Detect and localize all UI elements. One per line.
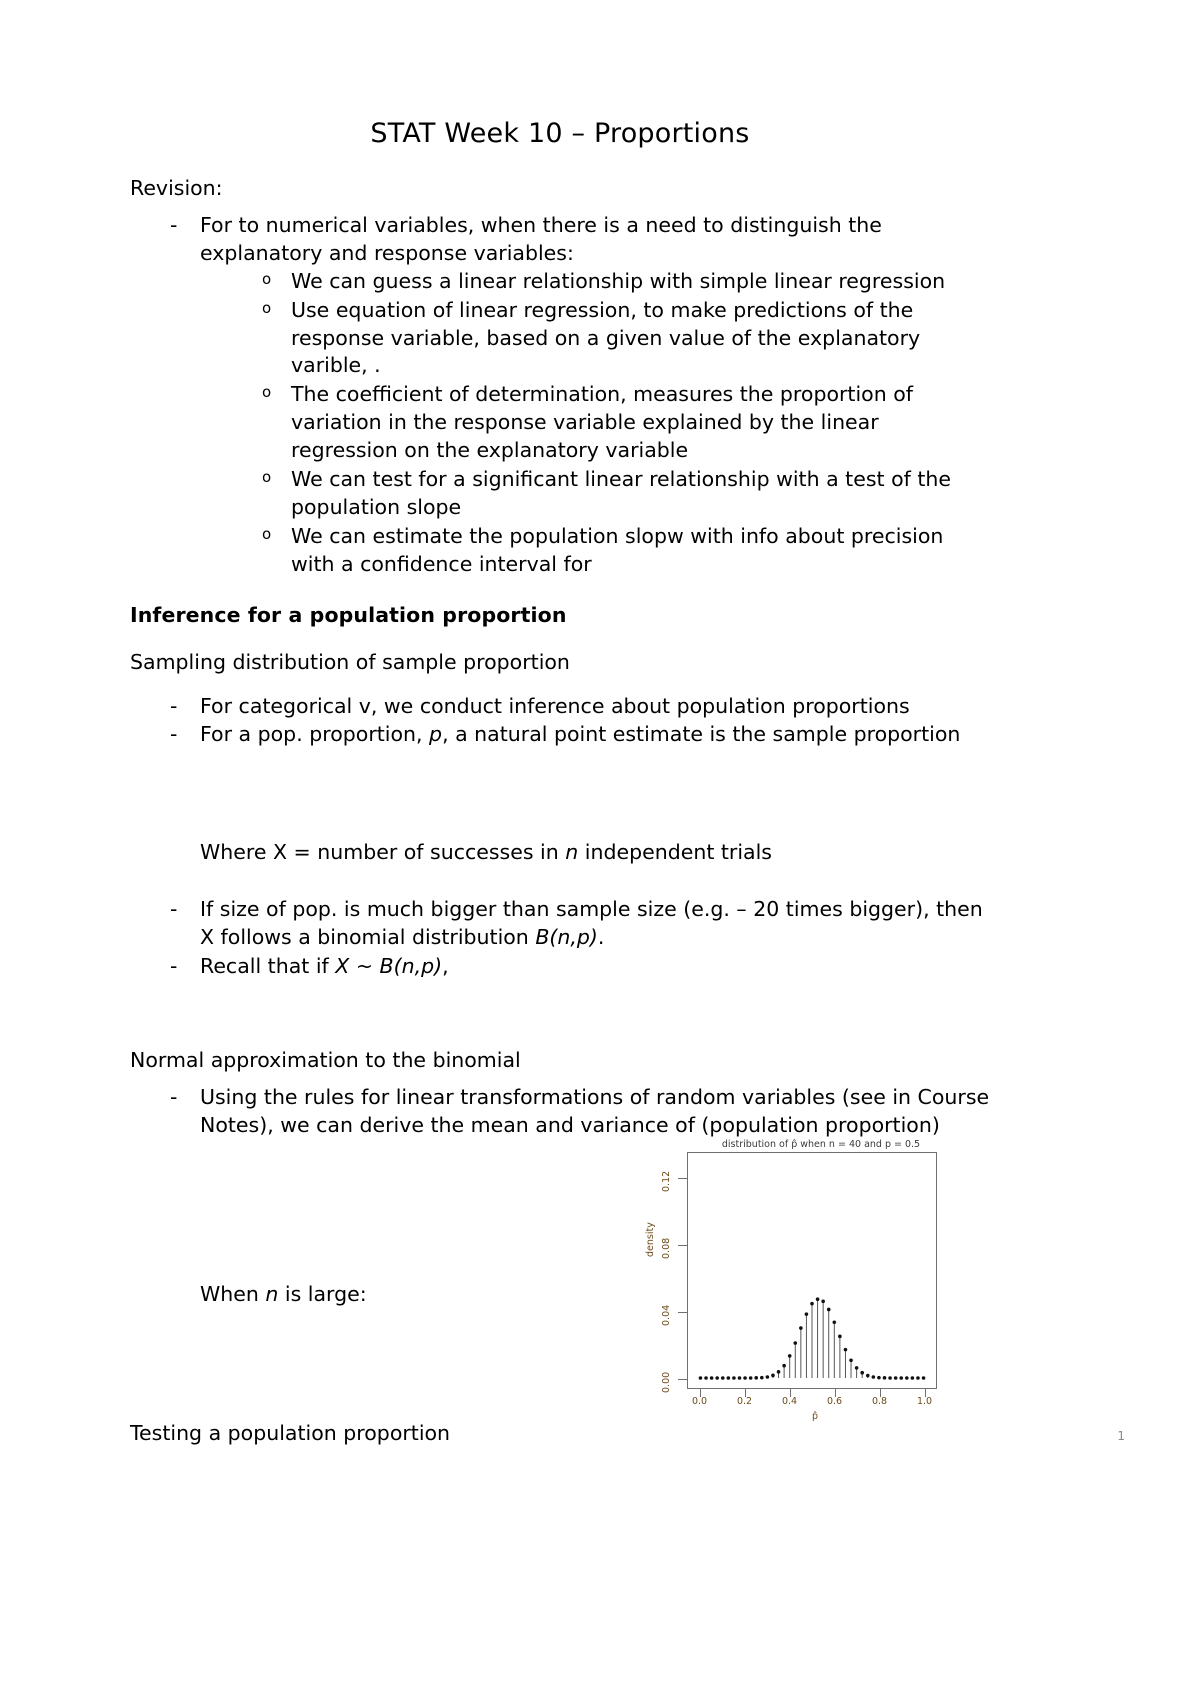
when-n-post: is large: [278, 1282, 367, 1307]
list-item-text-pre: For a pop. proportion, [200, 722, 430, 747]
list-item-text: We can guess a linear relationship with simple linear regression [291, 268, 946, 293]
distribution-notation: X ~ B(n,p) [335, 954, 443, 979]
sampling-label: Sampling distribution of sample proportion [130, 650, 570, 675]
formula-placeholder-gap [130, 985, 990, 1047]
chart-x-axis-label: p̂ [812, 1410, 819, 1422]
distribution-chart [645, 1139, 945, 1429]
list-item [170, 212, 990, 578]
sampling-list [130, 693, 990, 750]
chart-y-tick-label: 0.00 [661, 1371, 672, 1393]
list-item-text: We can estimate the population slopw with info about precision with a confidence interval for [291, 523, 944, 576]
variable-p: p [429, 722, 443, 747]
chart-y-tick-mark [678, 1379, 687, 1380]
chart-y-tick-label: 0.08 [661, 1237, 672, 1259]
normal-approximation-list [130, 1084, 990, 1140]
chart-plot-area [687, 1152, 937, 1389]
list-item-text-post: . [597, 925, 605, 950]
chart-x-tick-label: 1.0 [916, 1395, 933, 1407]
testing-proportion-label: Testing a population proportion [130, 1420, 451, 1445]
list-item [170, 1084, 990, 1140]
revision-list [130, 212, 990, 578]
list-item-text: For categorical v, we conduct inference about population proportions [200, 693, 910, 718]
document-body [130, 118, 990, 1444]
chart-x-tick-label: 0.8 [871, 1395, 888, 1407]
chart-y-tick-label: 0.12 [661, 1170, 672, 1192]
chart-title: distribution of p̂ when n = 40 and p = 0.5 [721, 1138, 921, 1150]
chart-y-tick-mark [678, 1178, 687, 1179]
inference-heading: Inference for a population proportion [130, 603, 567, 628]
list-item [170, 693, 990, 721]
list-item-text: Using the rules for linear transformations of random variables (see in Course Notes), we can derive the mean and variance of (population proportion) [200, 1084, 990, 1137]
chart-x-tick-label: 0.4 [781, 1395, 798, 1407]
chart-y-tick-mark [678, 1245, 687, 1246]
list-item [170, 721, 990, 749]
formula-placeholder-gap [130, 753, 990, 839]
list-item [262, 268, 990, 296]
dash-bullet-icon: - [170, 722, 178, 747]
list-item-text-post: , a natural point estimate is the sample proportion [442, 722, 961, 747]
list-item-text: The coefficient of determination, measures the proportion of variation in the response variable explained by the linear regression on the explanatory variable [291, 382, 913, 463]
list-item-text: Use equation of linear regression, to make predictions of the response variable, based on a given value of the explanatory varible, . [291, 297, 921, 378]
chart-y-axis-label: density [645, 1221, 656, 1257]
distribution-notation: B(n,p) [535, 925, 598, 950]
list-item [262, 381, 990, 465]
list-item-text-pre: Recall that if [200, 954, 336, 979]
circle-bullet-icon: o [262, 298, 272, 317]
where-x-pre: Where X = number of successes in [200, 840, 566, 865]
list-item [262, 523, 990, 579]
list-item-text-post: , [442, 954, 449, 979]
binomial-list [130, 896, 990, 981]
page-title: STAT Week 10 – Proportions [370, 118, 750, 149]
normal-approximation-label: Normal approximation to the binomial [130, 1047, 521, 1072]
list-item [262, 466, 990, 522]
circle-bullet-icon: o [262, 524, 272, 543]
circle-bullet-icon: o [262, 383, 272, 402]
dash-bullet-icon: - [170, 213, 178, 238]
variable-n: n [565, 840, 579, 865]
dash-bullet-icon: - [170, 954, 178, 979]
where-x-definition [130, 839, 990, 866]
chart-y-tick-mark [678, 1312, 687, 1313]
figure-block [130, 1138, 990, 1444]
list-item [170, 896, 990, 952]
variable-n: n [265, 1282, 279, 1307]
dash-bullet-icon: - [170, 1084, 178, 1109]
list-item-text: For to numerical variables, when there is a need to distinguish the explanatory and response variables: [200, 213, 882, 265]
list-item [170, 953, 990, 981]
when-n-large-label [200, 1282, 367, 1306]
where-x-post: independent trials [578, 840, 772, 865]
page-number: 1 [1117, 1429, 1125, 1443]
dash-bullet-icon: - [170, 693, 178, 718]
chart-x-tick-label: 0.2 [736, 1395, 753, 1407]
list-item-text: We can test for a significant linear relationship with a test of the population slope [291, 466, 951, 519]
list-item [262, 297, 990, 381]
revision-label: Revision: [130, 176, 223, 200]
chart-x-tick-label: 0.6 [826, 1395, 843, 1407]
chart-stems [688, 1153, 936, 1388]
circle-bullet-icon: o [262, 269, 272, 288]
spacer [130, 866, 990, 896]
chart-x-tick-label: 0.0 [691, 1395, 708, 1407]
dash-bullet-icon: - [170, 897, 178, 922]
list-item-text-pre: If size of pop. is much bigger than sample size (e.g. – 20 times bigger), then X follows a binomial distribution [200, 897, 983, 950]
chart-y-tick-label: 0.04 [661, 1304, 672, 1326]
circle-bullet-icon: o [262, 467, 272, 486]
when-n-pre: When [200, 1282, 266, 1307]
revision-sublist [200, 268, 990, 579]
